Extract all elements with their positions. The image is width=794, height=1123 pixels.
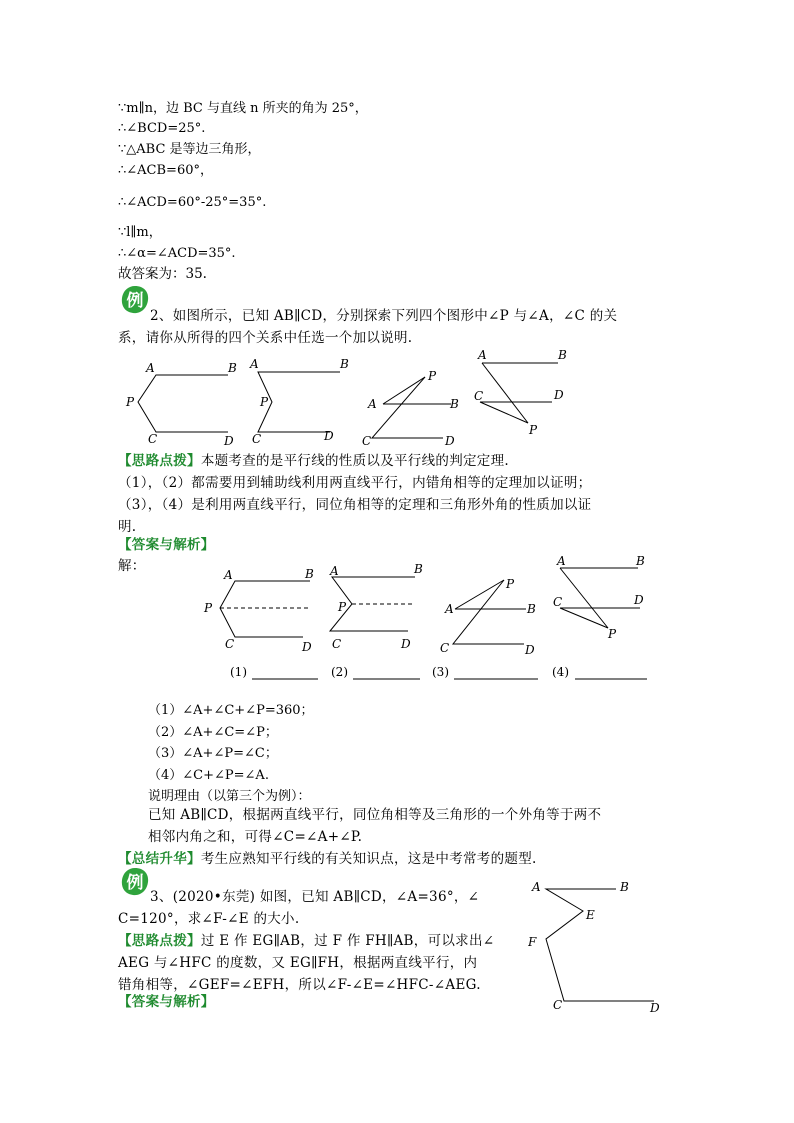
fig2-label-c: C: [252, 432, 262, 446]
sfig3-label-b: B: [527, 602, 536, 616]
sfig2-label-c: C: [332, 637, 342, 651]
fig2-lines: [258, 372, 340, 432]
sfig1-lines: [220, 581, 310, 637]
relation-1: （1）∠A+∠C+∠P=360；: [148, 703, 314, 718]
reason-line-2: 相邻内角之和，可得∠C=∠A+∠P.: [148, 829, 363, 845]
ex3-label-f: F: [528, 935, 537, 949]
ex2-question-line-2: 系，请你从所得的四个关系中任选一个加以说明.: [118, 330, 413, 346]
hint-line-2: （1），（2）都需要用到辅助线利用两直线平行，内错角相等的定理加以证明；: [118, 475, 592, 491]
blank-label-2: (2): [331, 665, 348, 679]
sfig2-label-p: P: [338, 600, 347, 614]
fig1-label-d: D: [224, 434, 234, 448]
fig3-label-a: A: [368, 397, 377, 411]
answer-line: 故答案为：35.: [118, 266, 207, 282]
sfig1-label-c: C: [225, 637, 235, 651]
fig4-ap: [482, 363, 528, 423]
example-badge-icon-2: [120, 867, 150, 897]
sfig3-label-c: C: [440, 641, 450, 655]
ex2-question-line-1: 2、如图所示，已知 AB∥CD，分别探索下列四个图形中∠P 与∠A，∠C 的关: [150, 308, 618, 324]
answer-tag: 【答案与解析】: [118, 537, 215, 553]
hint-line-3: （3），（4）是利用两直线平行，同位角相等的定理和三角形外角的性质加以证: [118, 497, 592, 513]
sfig3-ap: [455, 580, 504, 609]
ex3-label-e: E: [586, 908, 595, 922]
solution-line-6: ∵l∥m，: [118, 225, 162, 240]
summary-tag: 【总结升华】: [118, 851, 201, 867]
ex3-hint-line-3: 错角相等，∠GEF=∠EFH，所以∠F-∠E=∠HFC-∠AEG.: [118, 977, 481, 993]
solution-line-5: ∴∠ACD=60°-25°=35°.: [118, 195, 267, 210]
solution-line-4: ∴∠ACB=60°，: [118, 163, 213, 178]
ex3-hint-tag: 【思路点拨】: [118, 933, 201, 949]
fig4-label-a: A: [478, 350, 487, 362]
hint-tag: 【思路点拨】: [118, 453, 201, 469]
hint-line-4: 明.: [118, 519, 137, 535]
sfig1-label-a: A: [224, 568, 233, 582]
hint-paragraph: [118, 450, 509, 472]
fig1-label-p: P: [126, 395, 135, 409]
fig3-cd: [372, 377, 443, 438]
sfig3-label-d: D: [525, 643, 535, 657]
ex3-label-b: B: [620, 880, 629, 894]
sfig2-label-a: A: [330, 564, 339, 578]
fig3-label-d: D: [445, 434, 455, 448]
ex3-label-d: D: [650, 1001, 660, 1015]
fig4-label-p: P: [529, 423, 538, 437]
ex3-hint-text: 过 E 作 EG∥AB，过 F 作 FH∥AB，可以求出∠: [200, 933, 495, 949]
blank-label-3: (3): [432, 665, 449, 679]
fig1-label-a: A: [146, 361, 155, 375]
fig2-label-d: D: [324, 429, 334, 443]
badge-glyph-2: 例: [126, 873, 144, 893]
sfig4-ap: [560, 568, 608, 628]
sfig1-label-b: B: [305, 567, 314, 581]
ex3-figure: [528, 875, 668, 1020]
sfig4-label-c: C: [553, 595, 563, 609]
reason-title: 说明理由（以第三个为例）：: [148, 789, 311, 804]
sfig1-label-p: P: [204, 601, 213, 615]
sfig4-label-d: D: [634, 593, 644, 607]
ex3-question-line-1: 3、(2020•东莞) 如图，已知 AB∥CD，∠A=36°，∠: [150, 889, 480, 905]
blank-label-4: (4): [552, 665, 569, 679]
ex2-figures: [118, 350, 678, 450]
fig4-label-b: B: [558, 350, 567, 362]
fig1-label-b: B: [228, 361, 237, 375]
fig3-label-b: B: [450, 397, 459, 411]
solution-figures: [190, 555, 680, 685]
sfig3-label-p: P: [506, 577, 515, 591]
hint-text: 本题考查的是平行线的性质以及平行线的判定定理.: [200, 453, 510, 469]
blank-label-1: (1): [230, 665, 247, 679]
relation-4: （4）∠C+∠P=∠A.: [148, 768, 269, 783]
sfig2-label-d: D: [401, 637, 411, 651]
sfig1-label-d: D: [302, 640, 312, 654]
fig4-label-c: C: [474, 389, 484, 403]
ex3-label-c: C: [553, 998, 563, 1012]
ex3-hint-line-2: AEG 与∠HFC 的度数，又 EG∥FH，根据两直线平行，内: [118, 955, 478, 971]
sfig4-label-p: P: [608, 627, 617, 641]
badge-glyph: 例: [126, 291, 144, 311]
fig1-label-c: C: [148, 432, 158, 446]
fig1-lines: [138, 375, 228, 432]
solution-line-3: ∵△ABC 是等边三角形，: [118, 142, 261, 157]
ex3-fig-lines: [546, 889, 654, 1001]
sfig4-label-a: A: [557, 555, 566, 568]
solution-line-1: ∵m∥n，边 BC 与直线 n 所夹的角为 25°，: [118, 101, 368, 116]
fig4-label-d: D: [554, 388, 564, 402]
relation-2: （2）∠A+∠C=∠P；: [148, 725, 278, 740]
solve-label: 解：: [118, 558, 146, 574]
fig3-ap: [383, 377, 425, 404]
sfig4-label-b: B: [636, 555, 645, 568]
fig2-label-a: A: [250, 357, 259, 371]
reason-line-1: 已知 AB∥CD，根据两直线平行，同位角相等及三角形的一个外角等于两不: [148, 807, 602, 823]
summary-paragraph: [118, 848, 537, 870]
fig2-label-b: B: [340, 357, 349, 371]
sfig2-label-b: B: [414, 562, 423, 576]
ex3-label-a: A: [532, 880, 541, 894]
sfig3-label-a: A: [445, 602, 454, 616]
fig4-cp: [480, 402, 528, 423]
fig3-label-c: C: [362, 434, 372, 448]
sfig4-cp: [560, 608, 608, 628]
fig3-label-p: P: [428, 369, 437, 383]
summary-text: 考生应熟知平行线的有关知识点，这是中考常考的题型.: [200, 851, 537, 867]
example-badge-icon: [120, 285, 150, 315]
solution-line-7: ∴∠α=∠ACD=35°.: [118, 246, 236, 261]
solution-line-2: ∴∠BCD=25°.: [118, 121, 206, 136]
fig2-label-p: P: [260, 395, 269, 409]
ex3-question-line-2: C=120°，求∠F-∠E 的大小.: [118, 911, 300, 927]
relation-3: （3）∠A+∠P=∠C；: [148, 746, 278, 761]
ex3-hint-line-1: [118, 930, 494, 952]
ex3-answer-tag: 【答案与解析】: [118, 994, 215, 1010]
